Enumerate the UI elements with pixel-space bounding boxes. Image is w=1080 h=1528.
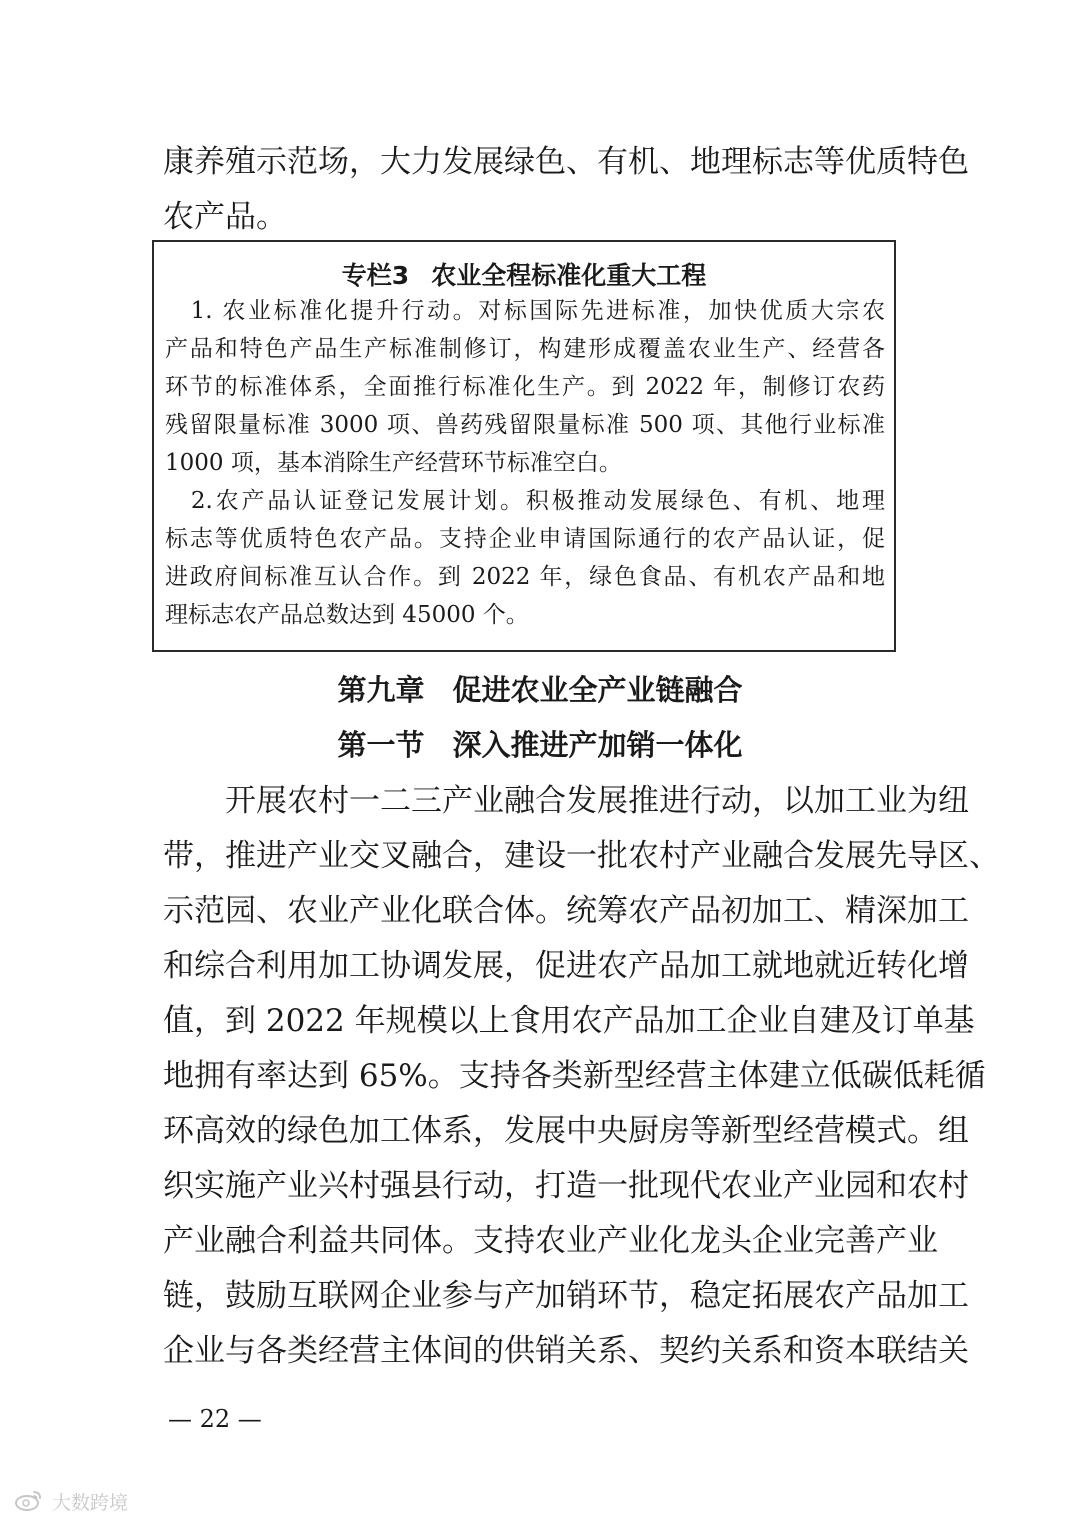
section-label: 第一节 (337, 728, 425, 762)
column-box-line-9: 理标志农产品总数达到 45000 个。 (165, 602, 529, 628)
column-box-label: 专栏3 (341, 261, 410, 290)
section-heading (0, 726, 1080, 764)
column-box-line-5: 1000 项，基本消除生产经营环节标准空白。 (165, 450, 622, 476)
body-line-2: 带，推进产业交叉融合，建设一批农村产业融合发展先导区、 (163, 838, 1000, 874)
section-title: 深入推进产加销一体化 (452, 728, 743, 762)
column-box-line-4: 残留限量标准 3000 项、兽药残留限量标准 500 项、其他行业标准 (165, 412, 885, 438)
column-box-line-3: 环节的标准体系，全面推行标准化生产。到 2022 年，制修订农药 (165, 374, 885, 400)
body-line-3: 示范园、农业产业化联合体。统筹农产品初加工、精深加工 (163, 893, 969, 929)
body-line-10: 链，鼓励互联网企业参与产加销环节，稳定拓展农产品加工 (163, 1278, 969, 1314)
watermark-text: 大数跨境 (52, 1492, 129, 1514)
body-line-6: 地拥有率达到 65%。支持各类新型经营主体建立低碳低耗循 (163, 1058, 986, 1094)
column-box-line-8: 进政府间标准互认合作。到 2022 年，绿色食品、有机农产品和地 (165, 564, 885, 590)
intro-line-1: 康养殖示范场，大力发展绿色、有机、地理标志等优质特色 (163, 144, 969, 180)
chapter-title: 促进农业全产业链融合 (452, 673, 743, 707)
column-box-line-1: 1. 农业标准化提升行动。对标国际先进标准，加快优质大宗农 (165, 298, 885, 324)
chapter-label: 第九章 (337, 673, 425, 707)
column-box-title (154, 260, 894, 292)
column-box-title-text: 农业全程标准化重大工程 (431, 261, 707, 290)
page-number: — 22 — (168, 1405, 262, 1433)
body-line-7: 环高效的绿色加工体系，发展中央厨房等新型经营模式。组 (163, 1113, 969, 1149)
column-box-line-7: 标志等优质特色农产品。支持企业申请国际通行的农产品认证，促 (165, 526, 885, 552)
column-box-line-2: 产品和特色产品生产标准制修订，构建形成覆盖农业生产、经营各 (165, 336, 885, 362)
body-line-1: 开展农村一二三产业融合发展推进行动，以加工业为纽 (163, 783, 969, 819)
chapter-heading (0, 671, 1080, 709)
body-line-4: 和综合利用加工协调发展，促进农产品加工就地就近转化增 (163, 948, 969, 984)
column-box (152, 240, 896, 652)
column-box-line-6: 2.农产品认证登记发展计划。积极推动发展绿色、有机、地理 (165, 488, 885, 514)
body-line-11: 企业与各类经营主体间的供销关系、契约关系和资本联结关 (163, 1333, 969, 1369)
body-line-8: 织实施产业兴村强县行动，打造一批现代农业产业园和农村 (163, 1168, 969, 1204)
body-line-5: 值，到 2022 年规模以上食用农产品加工企业自建及订单基 (163, 1003, 975, 1039)
weibo-logo-icon (14, 1488, 44, 1518)
body-line-9: 产业融合利益共同体。支持农业产业化龙头企业完善产业 (163, 1223, 938, 1259)
watermark (14, 1488, 128, 1518)
intro-line-2: 农产品。 (163, 199, 287, 235)
